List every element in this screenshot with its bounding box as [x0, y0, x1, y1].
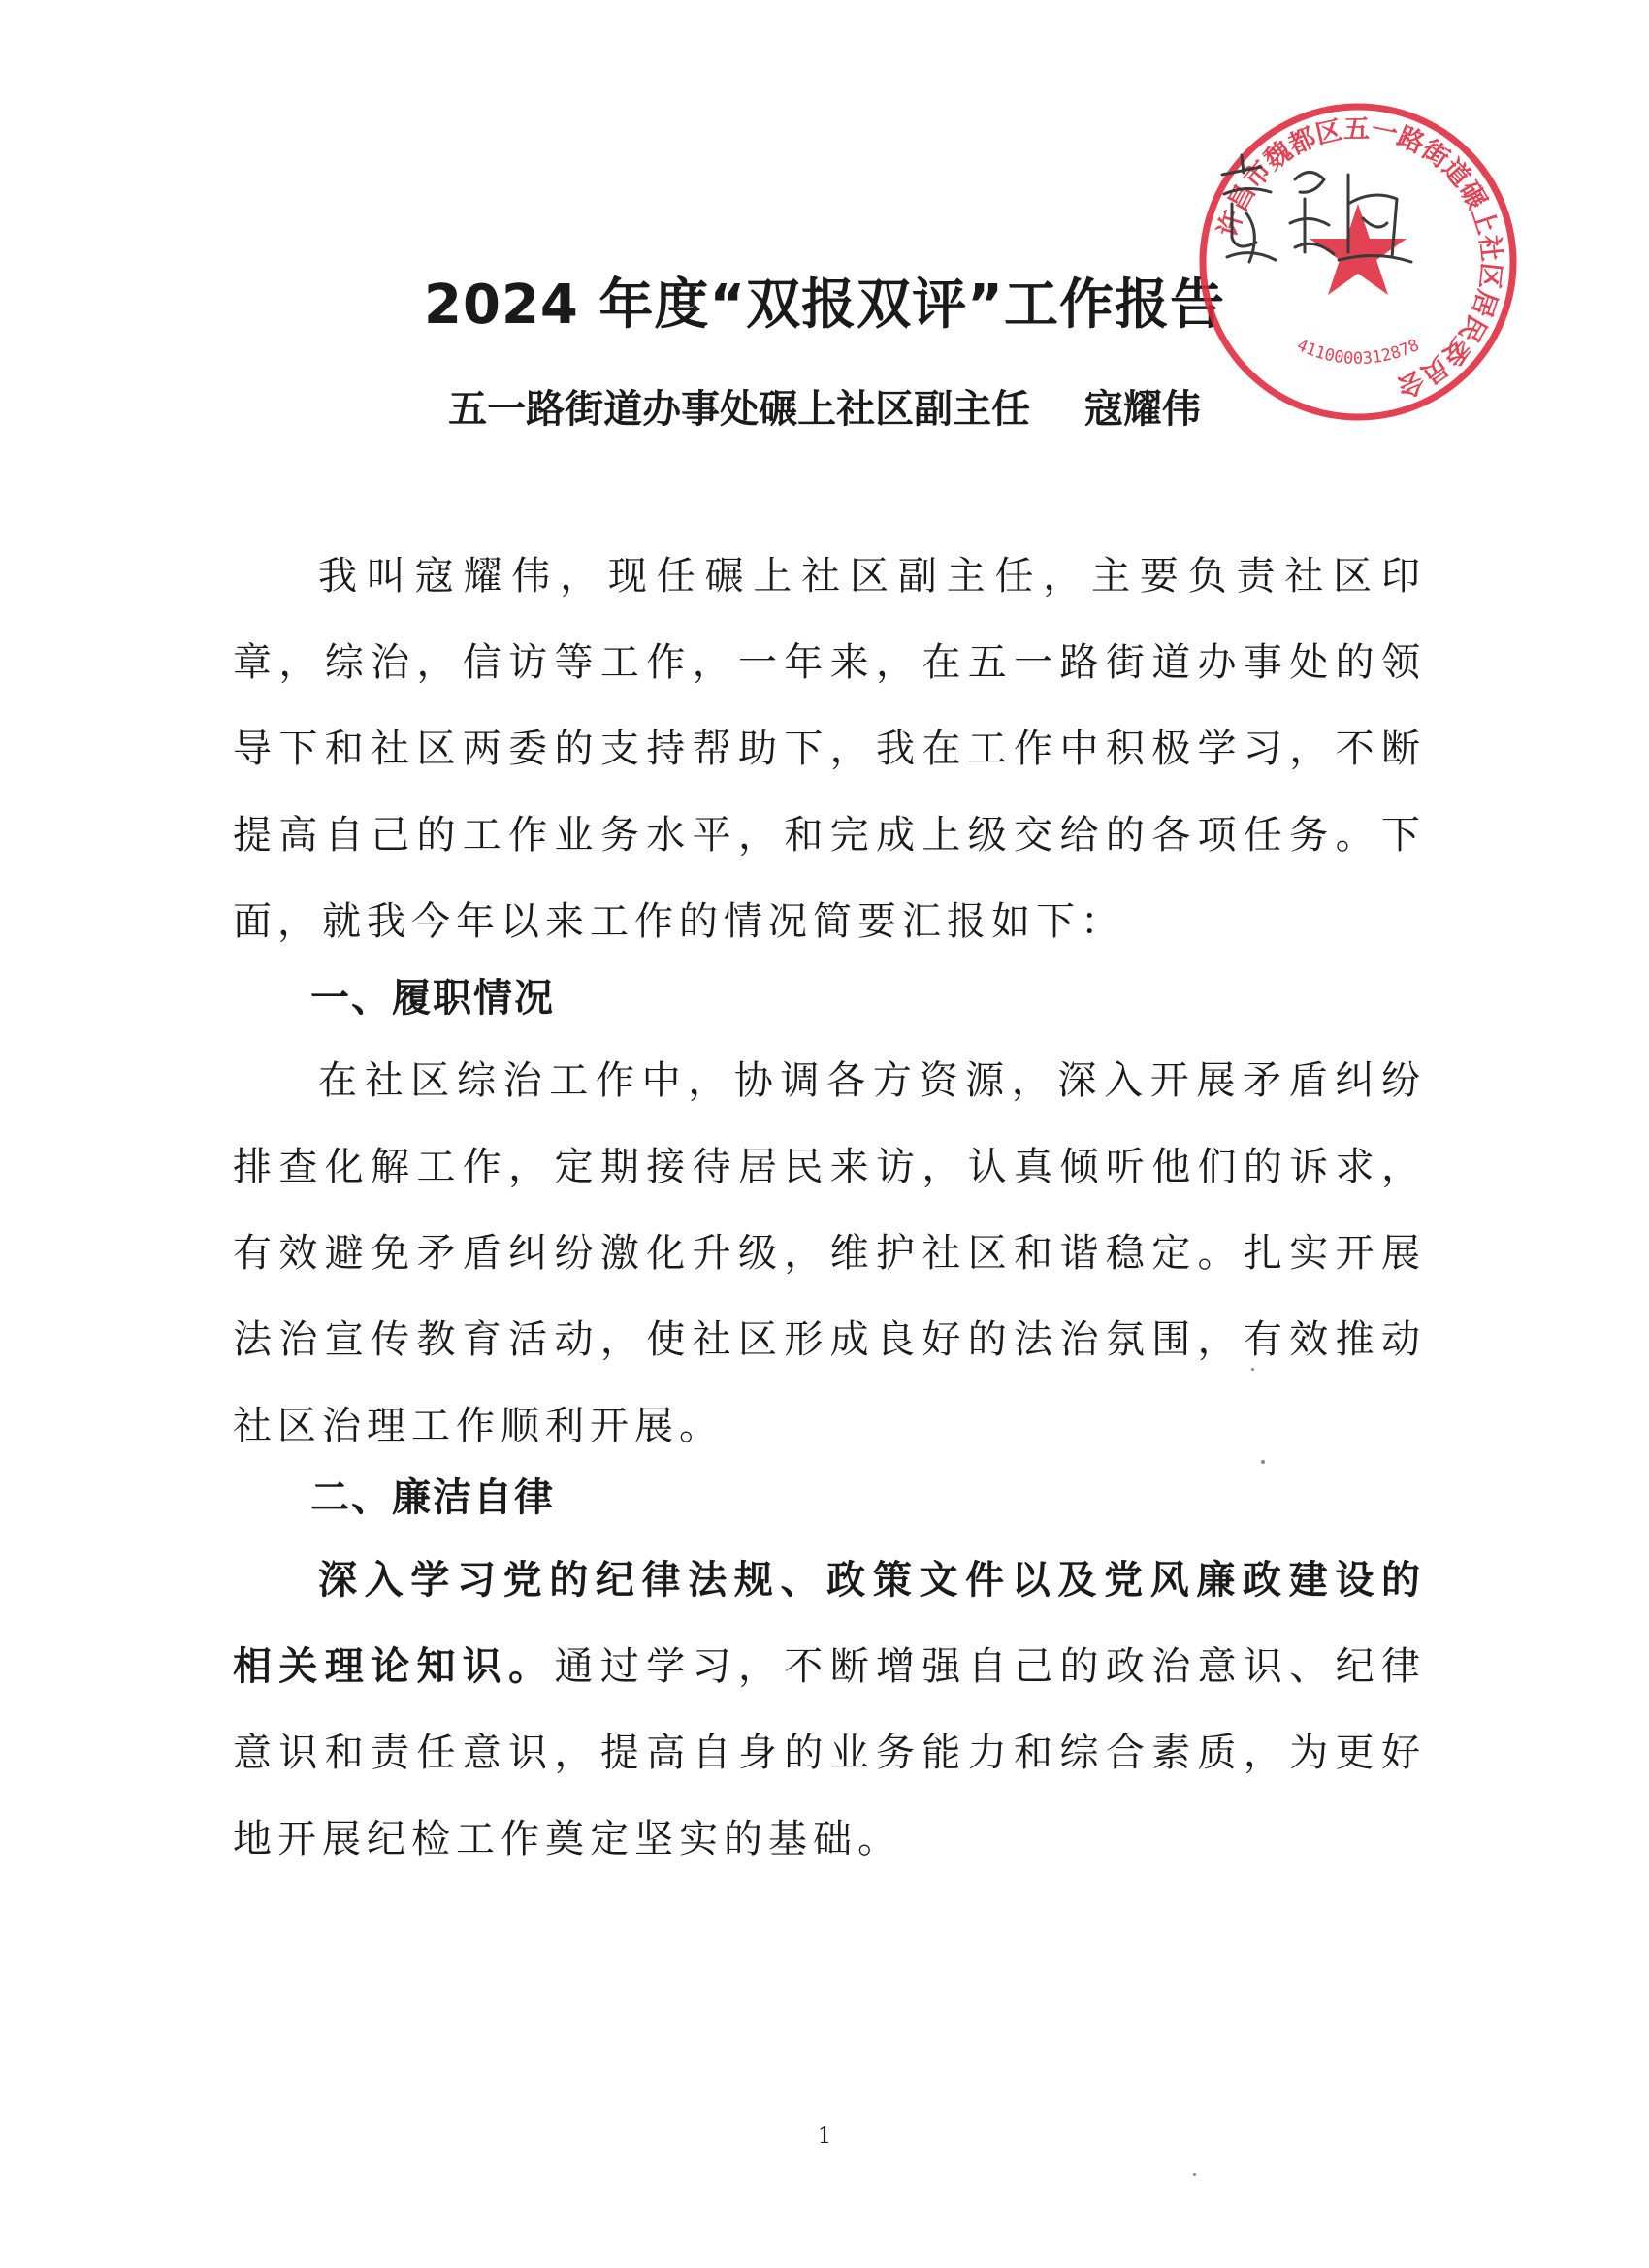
seal-ring-text: 许昌市魏都区五一路街道碾上社区居民委员会	[1212, 113, 1506, 403]
page-number: 1	[818, 2124, 831, 2149]
intro-paragraph: 我叫寇耀伟，现任碾上社区副主任，主要负责社区印章，综治，信访等工作，一年来，在五一路街道办事处的领导下和社区两委的支持帮助下，我在工作中积极学习，不断提高自己的工作业务水平，和完成上级交给的各项任务。下面，就我今年以来工作的情况简要汇报如下：	[233, 554, 1426, 944]
scan-speck	[1261, 1460, 1265, 1464]
handwritten-signature	[1203, 146, 1426, 281]
section-heading-integrity: 二、廉洁自律	[310, 1475, 555, 1520]
integrity-lead-sentence: 深入学习党的纪律法规、政策文件以及党风廉政建设的相关理论知识。	[233, 1558, 1426, 1689]
section-heading-duty: 一、履职情况	[310, 976, 555, 1021]
document-title: 2024 年度“双报双评”工作报告	[424, 274, 1225, 337]
document-subtitle: 五一路街道办事处碾上社区副主任 寇耀伟	[448, 387, 1201, 432]
seal-code-text: 4110000312878	[1293, 336, 1423, 369]
section-duty-paragraph: 在社区综治工作中，协调各方资源，深入开展矛盾纠纷排查化解工作，定期接待居民来访，认真倾听他们的诉求，有效避免矛盾纠纷激化升级，维护社区和谐稳定。扎实开展法治宣传教育活动，使社区形成良好的法治氛围，有效推动社区治理工作顺利开展。	[233, 1058, 1426, 1448]
integrity-body-text: 通过学习，不断增强自己的政治意识、纪律意识和责任意识，提高自身的业务能力和综合素质，为更好地开展纪检工作奠定坚实的基础。	[233, 1644, 1427, 1862]
section-integrity-paragraph	[233, 1538, 1426, 1883]
scan-speck	[1193, 2173, 1196, 2176]
scan-speck	[1251, 1368, 1254, 1371]
